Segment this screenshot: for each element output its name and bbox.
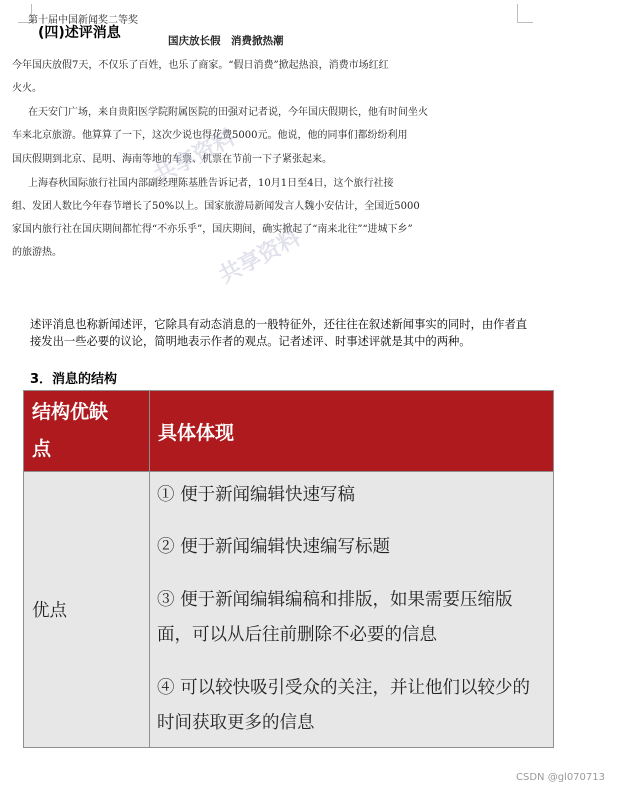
table-header-cell: 具体体现 [150,391,554,472]
table-items-cell [150,472,554,748]
article-line: 国庆假期到北京、昆明、海南等地的车票、机票在节前一下子紧张起来。 [12,154,332,165]
table-category-cell: 优点 [24,472,150,748]
table-header-row [24,391,554,472]
article-line: 的旅游热。 [12,247,62,258]
watermark: 共享资料 [150,125,240,189]
article-line: 在天安门广场，来自贵阳医学院附属医院的田强对记者说，今年国庆假期长，他有时间坐火 [28,107,428,118]
crop-mark-top-right-v [517,4,518,22]
article-line: 今年国庆放假7天，不仅乐了百姓，也乐了商家。“假日消费”掀起热浪，消费市场红红 [12,60,389,71]
list-item: ③ 便于新闻编辑编稿和排版，如果需要压缩版面，可以从后往前删除不必要的信息 [157,589,513,645]
article-line: 组、发团人数比今年春节增长了50%以上。国家旅游局新闻发言人魏小安估计，全国近5000 [12,201,420,212]
article-line: 家国内旅行社在国庆期间都忙得“不亦乐乎”，国庆期间，确实掀起了“南来北往”“进城下乡” [12,224,413,235]
table-header-cell: 结构优缺点 [24,391,150,472]
award-line: 第十届中国新闻奖二等奖 [28,15,138,26]
watermark: 共享资料 [215,225,305,289]
article-line: 上海春秋国际旅行社国内部副经理陈基胜告诉记者，10月1日至4日，这个旅行社接 [28,178,394,189]
article-title: 国庆放长假 消费掀热潮 [168,35,284,47]
article-line: 火火。 [12,83,42,94]
footer-credit: CSDN @gl070713 [516,772,605,783]
structure-table [23,390,554,748]
crop-mark-top-right-h [517,22,533,23]
article-line: 车来北京旅游。他算算了一下，这次少说也得花费5000元。他说，他的同事们都纷纷利用 [12,130,408,141]
section-heading: (四)述评消息 [38,25,121,41]
list-item: ④ 可以较快吸引受众的关注，并让他们以较少的时间获取更多的信息 [157,677,531,733]
list-item: ② 便于新闻编辑快速编写标题 [157,537,391,557]
sub-heading: 3．消息的结构 [30,372,118,387]
list-item: ① 便于新闻编辑快速写稿 [157,484,356,505]
body-paragraph: 述评消息也称新闻述评，它除具有动态消息的一般特征外，还往往在叙述新闻事实的同时，由作者直接发出一些必要的议论，简明地表示作者的观点。记者述评、时事述评就是其中的两种。 [30,318,528,348]
table-row [24,472,554,748]
